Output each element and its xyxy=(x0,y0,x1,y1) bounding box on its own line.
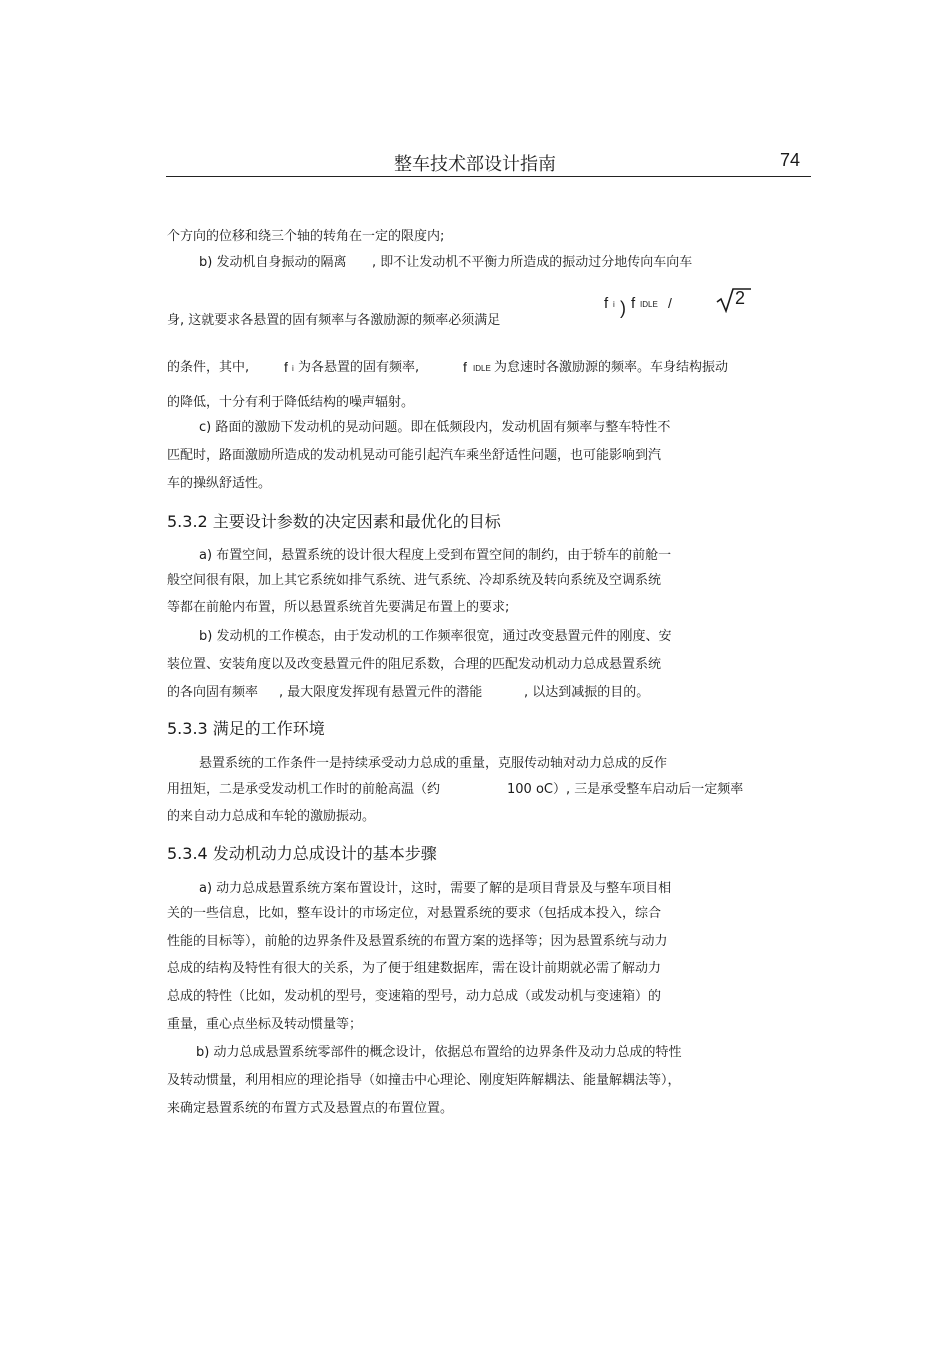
paragraph-line: 的条件，其中, xyxy=(167,360,250,375)
paragraph-line: , 即不让发动机不平衡力所造成的振动过分地传向车向车 xyxy=(372,255,693,270)
paragraph-line: 来确定悬置系统的布置方式及悬置点的布置位置。 xyxy=(167,1101,454,1116)
formula-slash: / xyxy=(668,295,672,311)
paragraph-line: , 最大限度发挥现有悬置元件的潜能 xyxy=(279,685,483,700)
paragraph-line: 的降低，十分有利于降低结构的噪声辐射。 xyxy=(167,395,415,410)
formula-f: f xyxy=(604,295,609,312)
paragraph-line: 个方向的位移和绕三个轴的转角在一定的限度内; xyxy=(167,229,445,244)
paragraph-line: 用扭矩，二是承受发动机工作时的前舱高温（约 xyxy=(167,782,441,797)
formula-subscript-i: i xyxy=(613,300,615,309)
paragraph-line: b) 发动机自身振动的隔离 xyxy=(199,255,347,270)
formula-f: f xyxy=(284,359,288,375)
formula-f: f xyxy=(463,359,467,375)
paragraph-line: 身, 这就要求各悬置的固有频率与各激励源的频率必须满足 xyxy=(167,313,501,328)
section-heading: 5.3.4 发动机动力总成设计的基本步骤 xyxy=(167,844,437,863)
paragraph-line: 总成的特性（比如，发动机的型号，变速箱的型号，动力总成（或发动机与变速箱）的 xyxy=(167,989,662,1004)
paragraph-line: c) 路面的激励下发动机的晃动问题。即在低频段内，发动机固有频率与整车特性不 xyxy=(199,420,671,435)
paragraph-line: 关的一些信息，比如，整车设计的市场定位，对悬置系统的要求（包括成本投入，综合 xyxy=(167,906,662,921)
formula-f: f xyxy=(631,295,636,312)
paragraph-line: 重量，重心点坐标及转动惯量等； xyxy=(167,1017,363,1032)
section-heading: 5.3.2 主要设计参数的决定因素和最优化的目标 xyxy=(167,512,501,531)
paragraph-line: b) 发动机的工作模态，由于发动机的工作频率很宽，通过改变悬置元件的刚度、安 xyxy=(199,629,672,644)
page-number: 74 xyxy=(780,150,801,170)
paragraph-line: 为各悬置的固有频率, xyxy=(298,360,420,375)
paragraph-line: 100 oC）, 三是承受整车启动后一定频率 xyxy=(507,782,744,797)
formula-subscript-i: i xyxy=(292,364,294,373)
paragraph-line: 的各向固有频率 xyxy=(167,685,259,700)
paragraph-line: 性能的目标等），前舱的边界条件及悬置系统的布置方案的选择等；因为悬置系统与动力 xyxy=(167,934,668,949)
paragraph-line: 装位置、安装角度以及改变悬置元件的阻尼系数，合理的匹配发动机动力总成悬置系统 xyxy=(167,657,662,672)
paragraph-line: 为怠速时各激励源的频率。车身结构振动 xyxy=(494,360,729,375)
section-heading: 5.3.3 满足的工作环境 xyxy=(167,719,325,738)
paragraph-line: 车的操纵舒适性。 xyxy=(167,476,272,491)
paragraph-line: 匹配时，路面激励所造成的发动机晃动可能引起汽车乘坐舒适性问题，也可能影响到汽 xyxy=(167,448,662,463)
paragraph-line: b) 动力总成悬置系统零部件的概念设计，依据总布置给的边界条件及动力总成的特性 xyxy=(196,1045,682,1060)
paragraph-line: a) 布置空间，悬置系统的设计很大程度上受到布置空间的制约，由于轿车的前舱一 xyxy=(199,548,672,563)
formula-subscript-idle: IDLE xyxy=(640,300,658,309)
paragraph-line: 总成的结构及特性有很大的关系，为了便于组建数据库，需在设计前期就必需了解动力 xyxy=(167,961,662,976)
formula-paren: ) xyxy=(620,298,626,318)
paragraph-line: 悬置系统的工作条件一是持续承受动力总成的重量，克服传动轴对动力总成的反作 xyxy=(199,756,668,771)
header-rule xyxy=(166,176,811,177)
paragraph-line: a) 动力总成悬置系统方案布置设计，这时，需要了解的是项目背景及与整车项目相 xyxy=(199,881,672,896)
formula-two: 2 xyxy=(735,288,746,308)
paragraph-line: 般空间很有限，加上其它系统如排气系统、进气系统、冷却系统及转向系统及空调系统 xyxy=(167,573,662,588)
paragraph-line: , 以达到减振的目的。 xyxy=(524,685,650,700)
paragraph-line: 的来自动力总成和车轮的激励振动。 xyxy=(167,809,376,824)
paragraph-line: 及转动惯量，利用相应的理论指导（如撞击中心理论、刚度矩阵解耦法、能量解耦法等）， xyxy=(167,1073,681,1088)
square-root-icon xyxy=(716,287,752,313)
header-title: 整车技术部设计指南 xyxy=(394,154,556,175)
formula-subscript-idle: IDLE xyxy=(473,364,491,373)
paragraph-line: 等都在前舱内布置，所以悬置系统首先要满足布置上的要求; xyxy=(167,600,510,615)
